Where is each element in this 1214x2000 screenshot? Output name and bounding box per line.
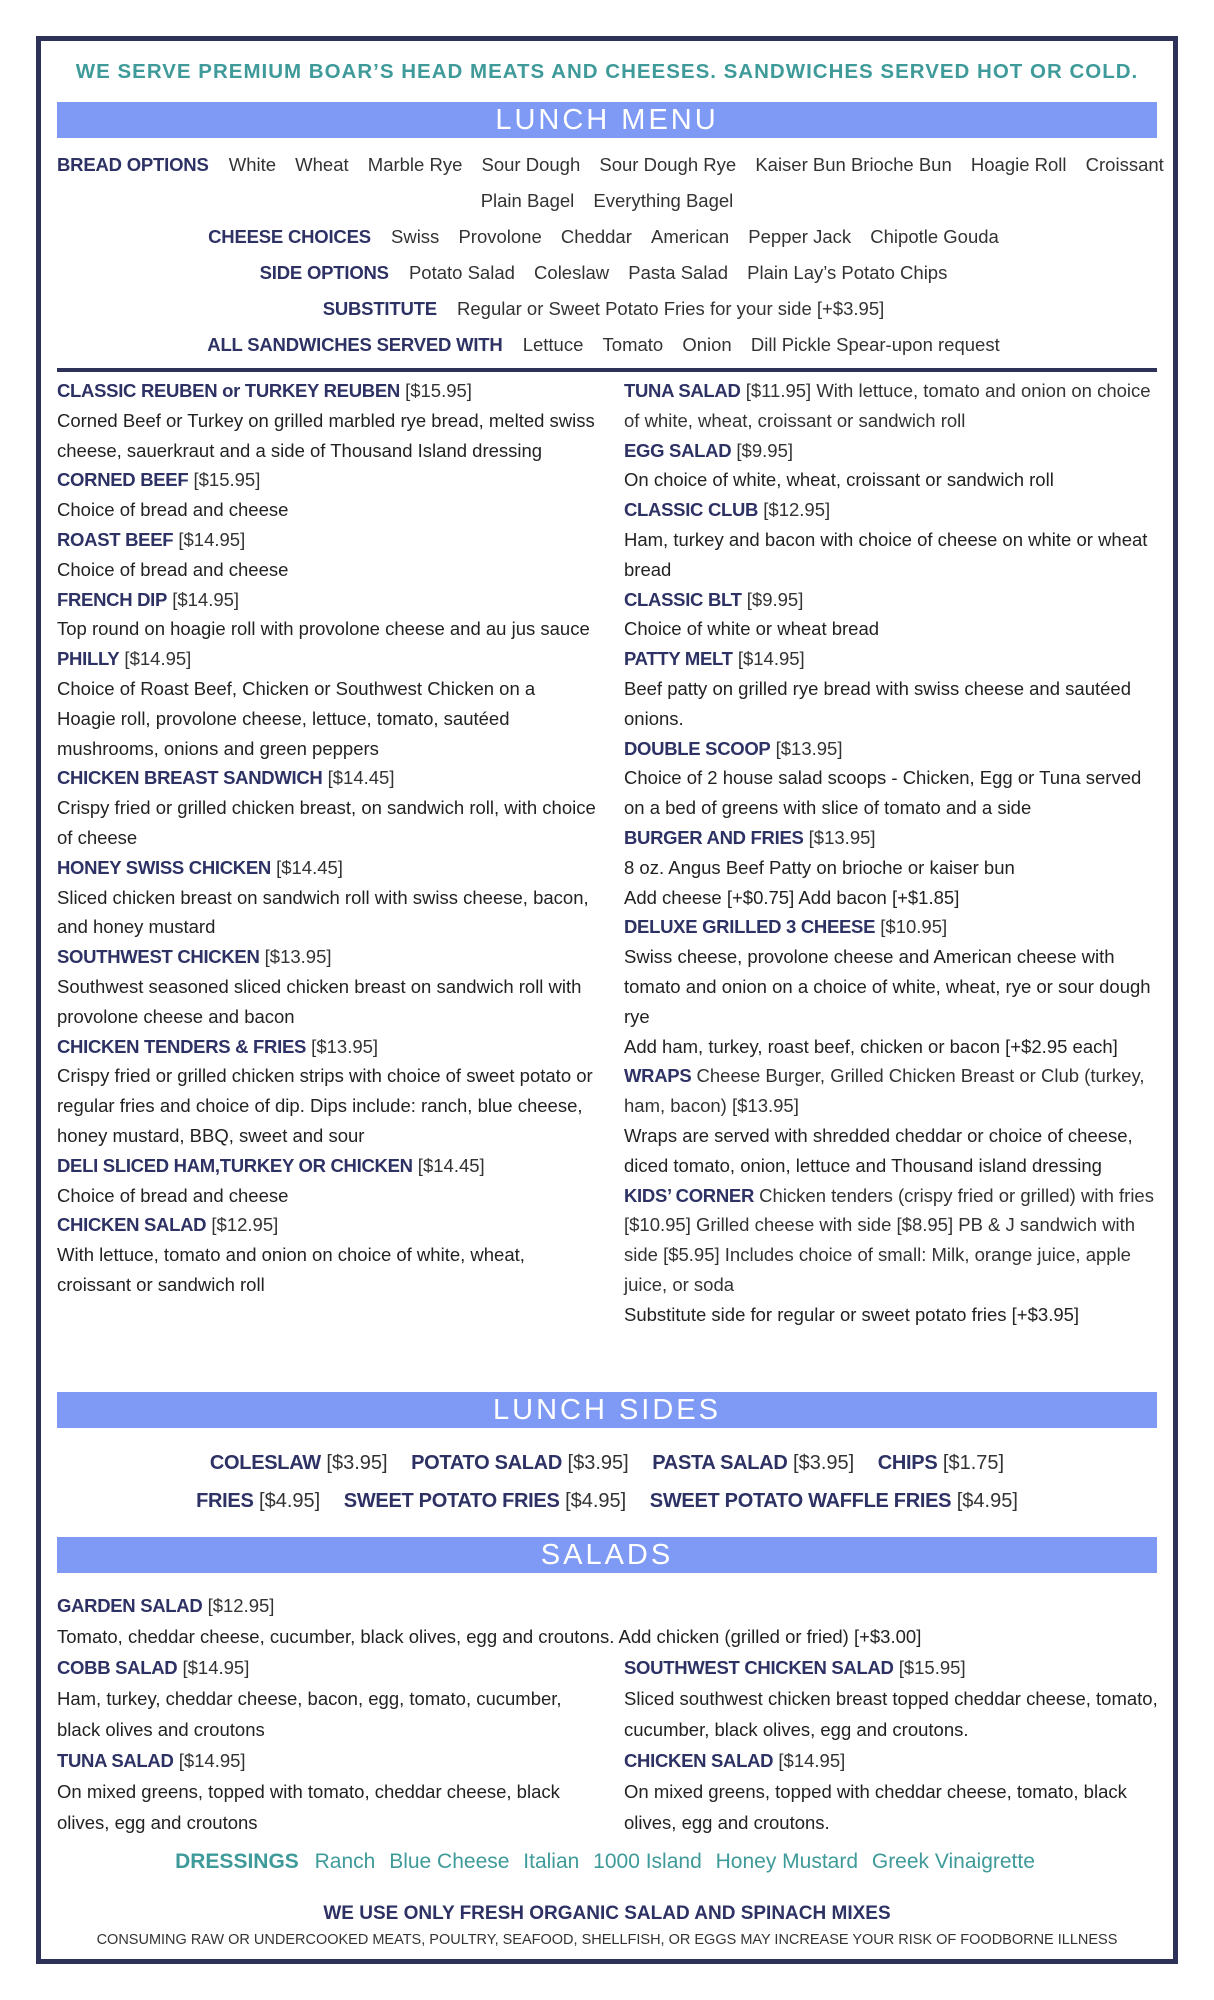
menu-item (624, 1061, 1164, 1121)
side-price: [$3.95] (561, 1452, 629, 1474)
side-option: Coleslaw (534, 262, 610, 283)
salad-price: [$12.95] (202, 1595, 275, 1616)
menu-item-title: SOUTHWEST CHICKEN (57, 946, 260, 968)
salad-title: COBB SALAD (57, 1657, 178, 1678)
menu-item-price: [$9.95] (731, 439, 793, 461)
side-options-label: SIDE OPTIONS (259, 262, 389, 283)
dressing-option: Italian (523, 1850, 580, 1873)
salad-price: [$14.95] (173, 1750, 246, 1771)
salad-column-left (57, 1652, 597, 1838)
salad-title: CHICKEN SALAD (624, 1750, 774, 1771)
salad-description: On mixed greens, topped with tomato, cheddar cheese, black olives, egg and croutons (57, 1781, 560, 1833)
menu-item-price: [$12.95] (758, 499, 831, 521)
side-item (652, 1452, 854, 1474)
menu-item (624, 734, 1164, 764)
menu-item-title: CORNED BEEF (57, 469, 189, 491)
menu-item (624, 1181, 1164, 1300)
menu-item (57, 1032, 597, 1062)
salad-description: Ham, turkey, cheddar cheese, bacon, egg, tomato, cucumber, black olives and croutons (57, 1688, 562, 1740)
menu-item (57, 644, 597, 674)
side-name: CHIPS (877, 1452, 938, 1474)
menu-item-title: DELI SLICED HAM,TURKEY OR CHICKEN (57, 1154, 413, 1176)
menu-item-title: WRAPS (624, 1065, 692, 1087)
menu-item-title: CLASSIC REUBEN or TURKEY REUBEN (57, 380, 400, 401)
dressing-option: 1000 Island (593, 1850, 702, 1873)
menu-item-price: [$13.95] (803, 826, 876, 848)
menu-item-title: TUNA SALAD (624, 380, 741, 401)
menu-item-inline: Chicken tenders (crispy fried or grilled) with fries [$10.95] Grilled cheese with side [$8.95] PB & J sandwich with side [$5.95] Includes choice of small: Milk, orange juice, apple juice, or soda (624, 1184, 1154, 1295)
menu-item (624, 644, 1164, 674)
menu-item-description: Southwest seasoned sliced chicken breast on sandwich roll with provolone cheese and bacon (57, 975, 582, 1027)
menu-item-description: Crispy fried or grilled chicken strips with choice of sweet potato or regular fries and choice of dip. Dips include: ranch, blue cheese, honey mustard, BBQ, sweet and sour (57, 1065, 593, 1146)
menu-item-description: Ham, turkey and bacon with choice of cheese on white or wheat bread (624, 528, 1148, 580)
menu-item (624, 436, 1164, 466)
menu-item-title: FRENCH DIP (57, 588, 168, 610)
salad-description: Sliced southwest chicken breast topped cheddar cheese, tomato, cucumber, black olives, egg and croutons. (624, 1688, 1158, 1740)
menu-item (57, 525, 597, 555)
menu-item-title: BURGER AND FRIES (624, 826, 804, 848)
header-note: WE SERVE PREMIUM BOAR’S HEAD MEATS AND CHEESES. SANDWICHES SERVED HOT OR COLD. (75, 60, 1139, 83)
served-with-item: Lettuce (522, 334, 584, 355)
served-with-item: Onion (682, 334, 732, 355)
cheese-option: Cheddar (560, 226, 632, 247)
menu-item-price: [$14.95] (167, 588, 240, 610)
salad-price: [$14.95] (773, 1750, 846, 1771)
cheese-option: Pepper Jack (748, 226, 852, 247)
side-price: [$3.95] (320, 1452, 388, 1474)
menu-item-description: With lettuce, tomato and onion on choice of white, wheat, croissant or sandwich roll (57, 1244, 525, 1295)
substitute-label: SUBSTITUTE (322, 298, 437, 319)
side-item (344, 1490, 626, 1512)
menu-item-price: [$9.95] (741, 588, 804, 610)
menu-item (57, 585, 597, 615)
menu-item (57, 942, 597, 972)
menu-item (624, 912, 1164, 942)
menu-item-price: [$15.95] (399, 380, 472, 401)
menu-item (624, 823, 1164, 853)
substitute-text: Regular or Sweet Potato Fries for your side [+$3.95] (457, 298, 885, 319)
dressings-line (57, 1850, 1157, 1874)
menu-item-description: Top round on hoagie roll with provolone cheese and au jus sauce (57, 618, 590, 640)
side-item (210, 1452, 388, 1474)
bread-options-line2 (57, 190, 1157, 212)
salad-title-line (57, 1652, 597, 1683)
side-name: FRIES (196, 1490, 254, 1512)
side-item (196, 1490, 320, 1512)
menu-item-title: DELUXE GRILLED 3 CHEESE (624, 916, 876, 938)
menu-item-description: Choice of bread and cheese (57, 558, 289, 580)
sandwich-column-left (57, 376, 597, 1300)
menu-item-title: PHILLY (57, 648, 120, 670)
salad-title-line (624, 1652, 1164, 1683)
menu-item-description: Choice of 2 house salad scoops - Chicken, Egg or Tuna served on a bed of greens with slice of tomato and a side (624, 767, 1142, 819)
lunch-sides-banner: LUNCH SIDES (57, 1392, 1157, 1428)
served-with-label: ALL SANDWICHES SERVED WITH (207, 334, 503, 355)
bread-option: Plain Bagel (480, 190, 575, 211)
menu-item-description: Choice of bread and cheese (57, 1184, 289, 1206)
side-options-line (57, 262, 1157, 284)
dressing-option: Greek Vinaigrette (871, 1850, 1035, 1873)
side-option: Potato Salad (408, 262, 515, 283)
menu-item-price: [$13.95] (259, 946, 332, 968)
bread-option: Sour Dough Rye (599, 154, 737, 175)
menu-item-description: Substitute side for regular or sweet potato fries [+$3.95] (624, 1303, 1080, 1325)
menu-item-title: PATTY MELT (624, 648, 733, 670)
side-name: POTATO SALAD (411, 1452, 562, 1474)
served-with-line (57, 334, 1157, 356)
substitute-line (57, 298, 1157, 320)
menu-item (57, 763, 597, 793)
side-name: COLESLAW (209, 1452, 321, 1474)
side-price: [$4.95] (559, 1490, 627, 1512)
salad-price: [$15.95] (893, 1657, 966, 1678)
dressings-label: DRESSINGS (175, 1850, 299, 1873)
bread-option: Sour Dough (481, 154, 581, 175)
menu-item-description: Choice of bread and cheese (57, 499, 289, 521)
menu-item (57, 376, 597, 406)
menu-item-description: Sliced chicken breast on sandwich roll with swiss cheese, bacon, and honey mustard (57, 886, 589, 938)
menu-item-price: [$14.45] (322, 767, 395, 789)
bread-options-line1 (57, 154, 1164, 176)
salad-title-line (57, 1745, 597, 1776)
salad-title: TUNA SALAD (57, 1750, 174, 1771)
menu-item-price: [$14.95] (173, 528, 246, 550)
salad-title: SOUTHWEST CHICKEN SALAD (624, 1657, 894, 1678)
menu-item-addons: Add cheese [+$0.75] Add bacon [+$1.85] (624, 886, 960, 908)
menu-item-price: [$14.45] (270, 856, 343, 878)
menu-item (624, 585, 1164, 615)
side-name: SWEET POTATO WAFFLE FRIES (649, 1490, 952, 1512)
salad-title: GARDEN SALAD (57, 1595, 203, 1616)
menu-item-description: Corned Beef or Turkey on grilled marbled rye bread, melted swiss cheese, sauerkraut and a side of Thousand Island dressing (57, 409, 595, 461)
menu-item-addons: Add ham, turkey, roast beef, chicken or bacon [+$2.95 each] (624, 1035, 1118, 1057)
cheese-option: Provolone (458, 226, 542, 247)
salad-description: On mixed greens, topped with cheddar cheese, tomato, black olives, egg and croutons. (624, 1781, 1127, 1833)
menu-item-price: [$12.95] (206, 1214, 279, 1236)
bread-option: Everything Bagel (593, 190, 734, 211)
menu-item-price: [$14.95] (119, 648, 192, 670)
sandwich-column-right (624, 376, 1164, 1330)
cheese-choices-label: CHEESE CHOICES (208, 226, 371, 247)
cheese-choices-line (57, 226, 1157, 248)
lunch-sides-row2 (57, 1490, 1157, 1513)
menu-item-inline: Cheese Burger, Grilled Chicken Breast or Club (turkey, ham, bacon) [$13.95] (624, 1065, 1145, 1117)
bread-options-label: BREAD OPTIONS (57, 154, 209, 175)
side-item (650, 1490, 1018, 1512)
menu-item-title: CHICKEN TENDERS & FRIES (57, 1035, 307, 1057)
served-with-item: Tomato (602, 334, 664, 355)
menu-item-description: Wraps are served with shredded cheddar or choice of cheese, diced tomato, onion, lettuce and Thousand island dressing (624, 1124, 1133, 1176)
menu-item-title: HONEY SWISS CHICKEN (57, 856, 271, 878)
menu-item-title: CLASSIC CLUB (624, 499, 759, 521)
side-price: [$1.75] (937, 1452, 1005, 1474)
dressing-option: Ranch (314, 1850, 376, 1873)
menu-item-title: CHICKEN BREAST SANDWICH (57, 767, 323, 789)
bread-option: Wheat (295, 154, 349, 175)
menu-item-title: DOUBLE SCOOP (624, 737, 771, 759)
menu-item-inline: [$11.95] With lettuce, tomato and onion on choice of white, wheat, croissant or sandwich roll (624, 380, 1151, 431)
dressing-option: Blue Cheese (389, 1850, 510, 1873)
side-option: Pasta Salad (628, 262, 729, 283)
menu-item-description: 8 oz. Angus Beef Patty on brioche or kaiser bun (624, 856, 1015, 878)
garden-salad (57, 1590, 1157, 1652)
salad-price: [$14.95] (177, 1657, 250, 1678)
side-item (411, 1452, 629, 1474)
menu-item-price: [$14.45] (412, 1154, 485, 1176)
food-safety-warning: CONSUMING RAW OR UNDERCOOKED MEATS, POULTRY, SEAFOOD, SHELLFISH, OR EGGS MAY INCREASE YOUR RISK OF FOODBORNE ILLNESS (96, 1932, 1118, 1948)
lunch-menu-banner: LUNCH MENU (57, 102, 1157, 138)
menu-item-description: Choice of Roast Beef, Chicken or Southwest Chicken on a Hoagie roll, provolone cheese, lettuce, tomato, sautéed mushrooms, onions and green peppers (57, 677, 536, 759)
menu-item (57, 1210, 597, 1240)
cheese-option: American (651, 226, 730, 247)
bread-option: Kaiser Bun Brioche Bun (755, 154, 952, 175)
menu-item-description: Choice of white or wheat bread (624, 618, 880, 640)
menu-item (624, 495, 1164, 525)
side-price: [$4.95] (253, 1490, 321, 1512)
menu-item-title: CHICKEN SALAD (57, 1214, 207, 1236)
menu-item-description: On choice of white, wheat, croissant or sandwich roll (624, 469, 1054, 491)
cheese-option: Chipotle Gouda (870, 226, 999, 247)
salad-title-line (624, 1745, 1164, 1776)
bread-option: Hoagie Roll (970, 154, 1067, 175)
bread-option: Marble Rye (367, 154, 463, 175)
salad-title-line (57, 1590, 1157, 1621)
menu-item-description: Beef patty on grilled rye bread with swiss cheese and sautéed onions. (624, 677, 1131, 729)
fresh-mix-note: WE USE ONLY FRESH ORGANIC SALAD AND SPINACH MIXES (323, 1903, 891, 1924)
menu-item-price: [$10.95] (875, 916, 948, 938)
menu-item-price: [$13.95] (770, 737, 843, 759)
side-option: Plain Lay’s Potato Chips (747, 262, 948, 283)
salad-column-right (624, 1652, 1164, 1838)
bread-option: Croissant (1085, 154, 1164, 175)
menu-item (57, 853, 597, 883)
lunch-sides-row1 (57, 1452, 1157, 1475)
side-item (878, 1452, 1004, 1474)
side-price: [$4.95] (951, 1490, 1018, 1512)
side-name: SWEET POTATO FRIES (343, 1490, 560, 1512)
menu-item-description: Crispy fried or grilled chicken breast, on sandwich roll, with choice of cheese (57, 797, 596, 848)
menu-item (624, 376, 1164, 436)
menu-item (57, 1151, 597, 1181)
menu-item (57, 465, 597, 495)
bread-option: White (228, 154, 277, 175)
menu-item-title: EGG SALAD (624, 439, 732, 461)
section-divider (57, 368, 1157, 372)
salads-banner: SALADS (57, 1537, 1157, 1573)
menu-item-price: [$14.95] (732, 648, 805, 670)
menu-item-price: [$13.95] (306, 1035, 379, 1057)
side-price: [$3.95] (787, 1452, 855, 1474)
served-with-item: Dill Pickle Spear-upon request (750, 334, 1000, 355)
cheese-option: Swiss (391, 226, 440, 247)
side-name: PASTA SALAD (652, 1452, 788, 1474)
menu-item-description: Swiss cheese, provolone cheese and American cheese with tomato and onion on a choice of white, wheat, rye or sour dough rye (624, 946, 1151, 1027)
menu-item-title: CLASSIC BLT (624, 588, 742, 610)
dressing-option: Honey Mustard (715, 1850, 859, 1873)
menu-item-price: [$15.95] (188, 469, 261, 491)
salad-description: Tomato, cheddar cheese, cucumber, black olives, egg and croutons. Add chicken (grilled or fried) [+$3.00] (57, 1626, 922, 1647)
menu-item-title: KIDS’ CORNER (624, 1184, 755, 1206)
menu-item-title: ROAST BEEF (57, 528, 174, 550)
